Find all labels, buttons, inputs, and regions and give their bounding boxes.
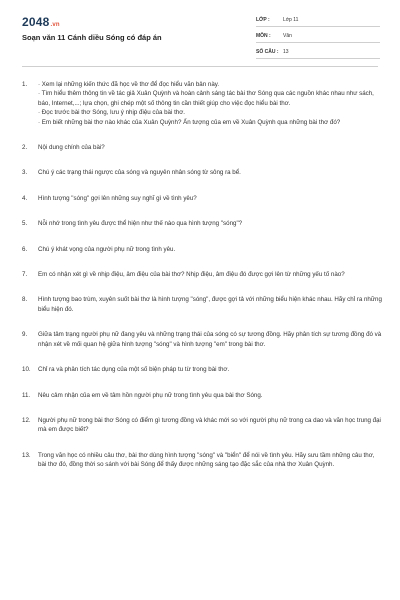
meta-row-question-count xyxy=(256,46,380,59)
logo-main-text: 2048 xyxy=(22,15,50,29)
question-text xyxy=(38,194,382,203)
document-header xyxy=(0,0,400,60)
question-number: 9. xyxy=(22,331,28,339)
question-line: Chú ý các trạng thái ngược của sóng và nguyên nhân sóng từ sông ra bể. xyxy=(38,169,241,177)
question-text xyxy=(38,391,382,400)
question-item xyxy=(22,330,382,349)
question-line: Chú ý khát vọng của người phụ nữ trong tình yêu. xyxy=(38,245,176,253)
question-number: 10. xyxy=(22,366,31,374)
question-number: 11. xyxy=(22,391,31,399)
question-text xyxy=(38,451,382,470)
question-text xyxy=(38,219,382,228)
question-text xyxy=(38,143,382,152)
question-text xyxy=(38,80,382,127)
question-line: Nỗi nhớ trong tình yêu được thể hiện như thế nào qua hình tượng "sóng"? xyxy=(38,220,243,228)
question-line: · Tìm hiểu thêm thông tin về tác giả Xuân Quỳnh và hoàn cảnh sáng tác bài thơ Sóng qua các nguồn khác nhau như sách, báo, Internet,...; lựa chọn, ghi chép một số thông tin cần thiết giúp cho việc đọc hiểu bài thơ. xyxy=(38,90,374,107)
question-text xyxy=(38,295,382,314)
question-text xyxy=(38,416,382,435)
question-line: Hình tượng bao trùm, xuyên suốt bài thơ là hình tượng "sóng", được gợi tả với những biểu hiện khác nhau. Hãy chỉ ra những biểu hiện đó. xyxy=(38,296,382,313)
header-divider xyxy=(22,66,378,67)
site-logo[interactable] xyxy=(22,15,60,29)
question-line: · Em biết những bài thơ nào khác của Xuân Quỳnh? Ấn tượng của em về Xuân Quỳnh qua những bài thơ đó? xyxy=(38,118,341,126)
question-text xyxy=(38,365,382,374)
meta-value: Văn xyxy=(283,33,292,39)
question-item xyxy=(22,80,382,127)
question-item xyxy=(22,194,382,203)
question-item xyxy=(22,143,382,152)
question-list xyxy=(22,80,382,486)
question-line: Giữa tâm trạng người phụ nữ đang yêu và những trạng thái của sóng có sự tương đồng. Hãy phân tích sự tương đồng đó và nhận xét về mối quan hệ giữa hình tượng "sóng" và hình tượng "em" trong bài thơ. xyxy=(38,331,382,348)
question-item xyxy=(22,451,382,470)
meta-value: 13 xyxy=(283,49,289,55)
question-number: 5. xyxy=(22,220,28,228)
question-number: 6. xyxy=(22,245,28,253)
question-text xyxy=(38,168,382,177)
question-number: 2. xyxy=(22,144,28,152)
question-item xyxy=(22,416,382,435)
question-text xyxy=(38,330,382,349)
question-number: 12. xyxy=(22,416,31,424)
meta-row-subject xyxy=(256,30,380,43)
question-number: 13. xyxy=(22,451,31,459)
question-number: 8. xyxy=(22,296,28,304)
question-number: 1. xyxy=(22,81,28,88)
meta-row-class xyxy=(256,14,380,27)
question-number: 7. xyxy=(22,271,28,279)
meta-label: MÔN : xyxy=(256,33,271,39)
logo-domain-text: .vn xyxy=(50,22,60,28)
question-number: 3. xyxy=(22,169,28,177)
question-item xyxy=(22,295,382,314)
question-item xyxy=(22,168,382,177)
question-item xyxy=(22,365,382,374)
meta-value: Lớp 11 xyxy=(283,17,299,23)
question-line: Hình tượng "sóng" gợi lên những suy nghĩ gì về tình yêu? xyxy=(38,194,197,202)
question-line: Em có nhận xét gì về nhịp điệu, âm điệu của bài thơ? Nhịp điệu, âm điệu đó được gợi lên từ những yếu tố nào? xyxy=(38,271,345,279)
question-line: · Đọc trước bài thơ Sóng, lưu ý nhịp điệu của bài thơ. xyxy=(38,109,186,117)
meta-label: SỐ CÂU : xyxy=(256,49,279,55)
question-line: Chỉ ra và phân tích tác dụng của một số biện pháp tu từ trong bài thơ. xyxy=(38,366,230,374)
question-line: · Xem lại những kiến thức đã học về thơ để đọc hiểu văn bản này. xyxy=(38,81,220,88)
question-item xyxy=(22,219,382,228)
question-line: Người phụ nữ trong bài thơ Sóng có điểm gì tương đồng và khác mới so với người phụ nữ trong ca dao và văn học trung đại mà em được biết? xyxy=(38,416,381,434)
question-item xyxy=(22,391,382,400)
question-item xyxy=(22,270,382,279)
question-line: Nêu cảm nhận của em về tâm hồn người phụ nữ trong tình yêu qua bài thơ Sóng. xyxy=(38,391,263,399)
question-line: Nội dung chính của bài? xyxy=(38,144,105,152)
meta-label: LỚP : xyxy=(256,17,270,23)
page-title: Soạn văn 11 Cánh diều Sóng có đáp án xyxy=(22,33,162,42)
question-text xyxy=(38,245,382,254)
question-item xyxy=(22,245,382,254)
question-text xyxy=(38,270,382,279)
document-meta xyxy=(256,14,380,62)
question-number: 4. xyxy=(22,194,28,202)
question-line: Trong văn học có nhiều câu thơ, bài thơ dùng hình tượng "sóng" và "biển" để nói về tình yêu. Hãy sưu tầm những câu thơ, bài thơ đó, đồng thời so sánh với bài Sóng để thấy được những sáng tạo đặc sắc của nhà thơ Xuân Quỳnh. xyxy=(38,451,375,469)
